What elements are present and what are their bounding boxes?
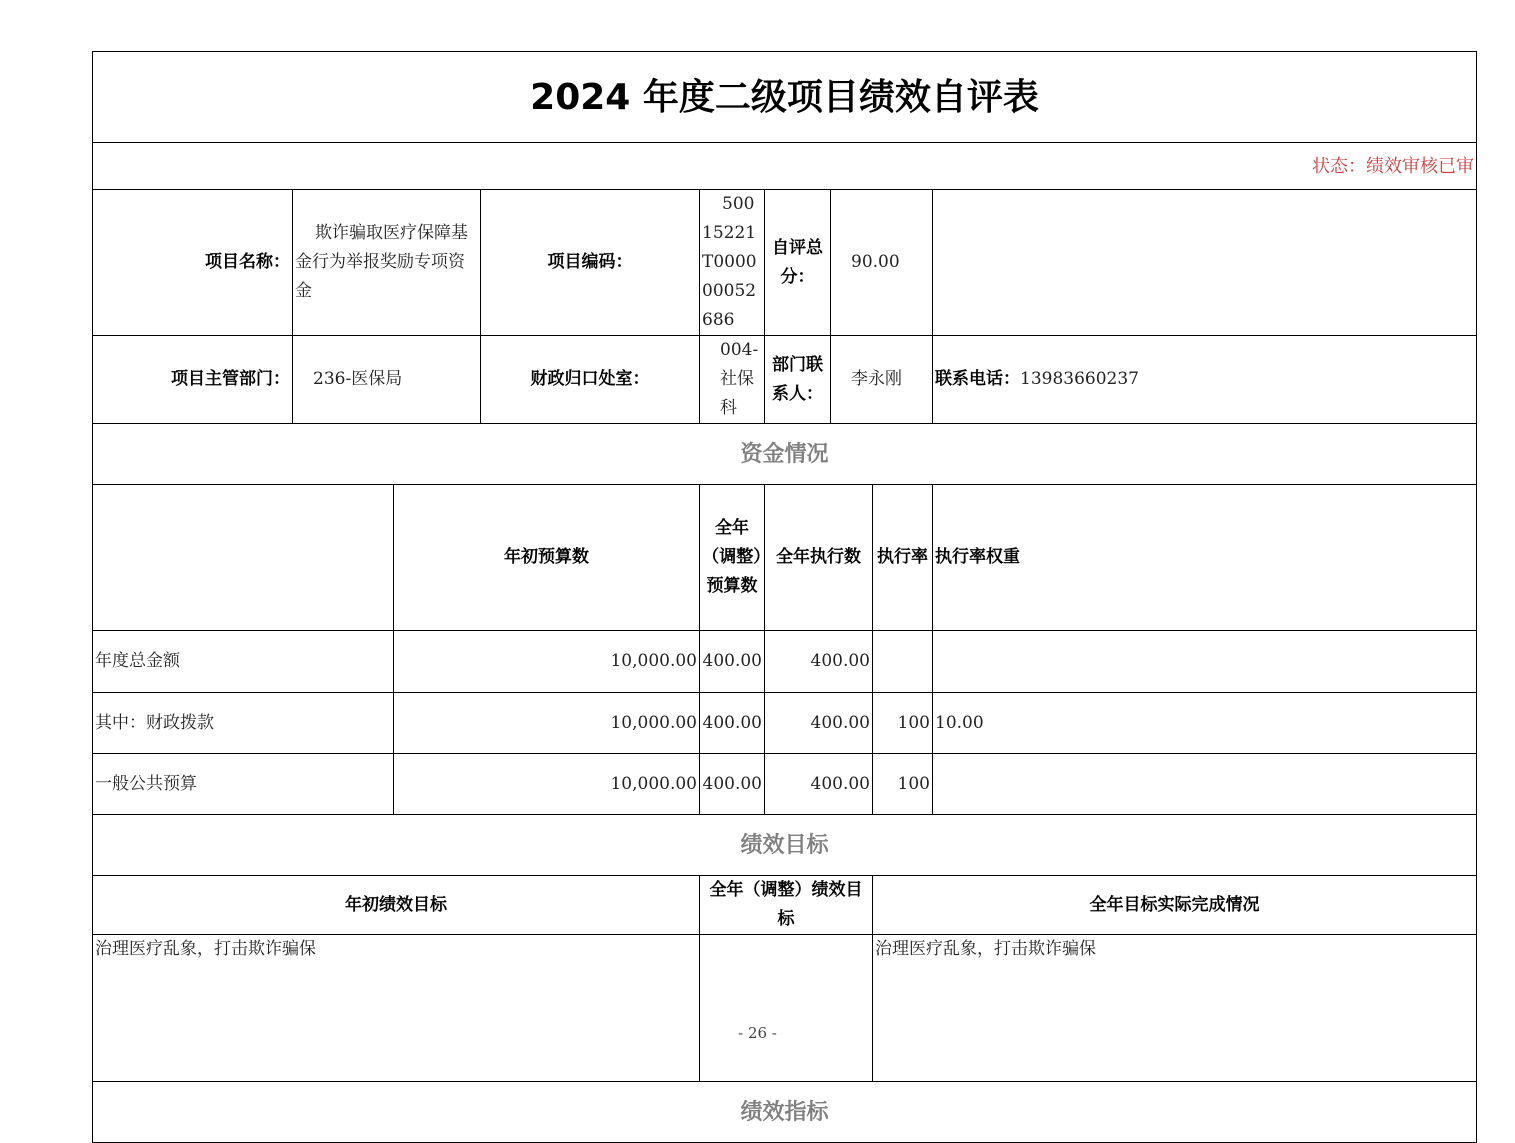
funds-header-blank — [93, 485, 394, 631]
table-row — [93, 631, 1477, 693]
funds-row-initial: 10,000.00 — [394, 754, 700, 815]
funds-row-adjusted: 400.00 — [700, 693, 765, 754]
funds-section-title: 资金情况 — [93, 424, 1477, 485]
goals-adjusted-value — [700, 935, 873, 1082]
project-code-label: 项目编码： — [481, 190, 700, 336]
table-row — [93, 754, 1477, 815]
goals-header-adjusted: 全年（调整）绩效目标 — [700, 876, 873, 935]
phone-label: 联系电话： — [935, 369, 1020, 389]
goals-header-initial: 年初绩效目标 — [93, 876, 700, 935]
status-text: 状态：绩效审核已审 — [93, 143, 1477, 190]
funds-row-rate: 100 — [873, 693, 933, 754]
funds-header-weight: 执行率权重 — [933, 485, 1477, 631]
indicators-section-title: 绩效指标 — [93, 1082, 1477, 1143]
funds-row-weight — [933, 631, 1477, 693]
funds-row-weight — [933, 754, 1477, 815]
dept-label: 项目主管部门： — [93, 336, 293, 424]
phone-cell — [933, 336, 1477, 424]
evaluation-form — [92, 51, 1476, 1143]
table-row — [93, 693, 1477, 754]
funds-row-weight: 10.00 — [933, 693, 1477, 754]
finance-office-label: 财政归口处室： — [481, 336, 700, 424]
contact-label: 部门联系人： — [765, 336, 831, 424]
project-name-value: 欺诈骗取医疗保障基金行为举报奖励专项资金 — [293, 190, 481, 336]
score-label: 自评总分： — [765, 190, 831, 336]
goals-header-actual: 全年目标实际完成情况 — [873, 876, 1477, 935]
page-title: 2024 年度二级项目绩效自评表 — [93, 52, 1477, 143]
funds-header-adjusted: 全年（调整）预算数 — [700, 485, 765, 631]
finance-office-value: 004-社保科 — [700, 336, 765, 424]
contact-value: 李永刚 — [831, 336, 933, 424]
funds-row-executed: 400.00 — [765, 631, 873, 693]
funds-row-adjusted: 400.00 — [700, 754, 765, 815]
evaluation-table — [92, 51, 1477, 1143]
score-value: 90.00 — [831, 190, 933, 336]
funds-row-adjusted: 400.00 — [700, 631, 765, 693]
funds-header-executed: 全年执行数 — [765, 485, 873, 631]
goals-actual-value: 治理医疗乱象，打击欺诈骗保 — [873, 935, 1477, 1082]
funds-header-initial: 年初预算数 — [394, 485, 700, 631]
funds-row-executed: 400.00 — [765, 754, 873, 815]
funds-header-rate: 执行率 — [873, 485, 933, 631]
funds-row-rate — [873, 631, 933, 693]
funds-row-executed: 400.00 — [765, 693, 873, 754]
goals-initial-value: 治理医疗乱象，打击欺诈骗保 — [93, 935, 700, 1082]
goals-section-title: 绩效目标 — [93, 815, 1477, 876]
dept-value: 236-医保局 — [293, 336, 481, 424]
funds-row-initial: 10,000.00 — [394, 693, 700, 754]
funds-row-name: 一般公共预算 — [93, 754, 394, 815]
project-code-value: 50015221T000000052686 — [700, 190, 765, 336]
funds-row-name: 其中：财政拨款 — [93, 693, 394, 754]
phone-value: 13983660237 — [1020, 369, 1139, 389]
funds-row-rate: 100 — [873, 754, 933, 815]
empty-cell — [933, 190, 1477, 336]
funds-row-name: 年度总金额 — [93, 631, 394, 693]
project-name-label: 项目名称： — [93, 190, 293, 336]
page-number: - 26 - — [738, 1024, 777, 1042]
funds-row-initial: 10,000.00 — [394, 631, 700, 693]
